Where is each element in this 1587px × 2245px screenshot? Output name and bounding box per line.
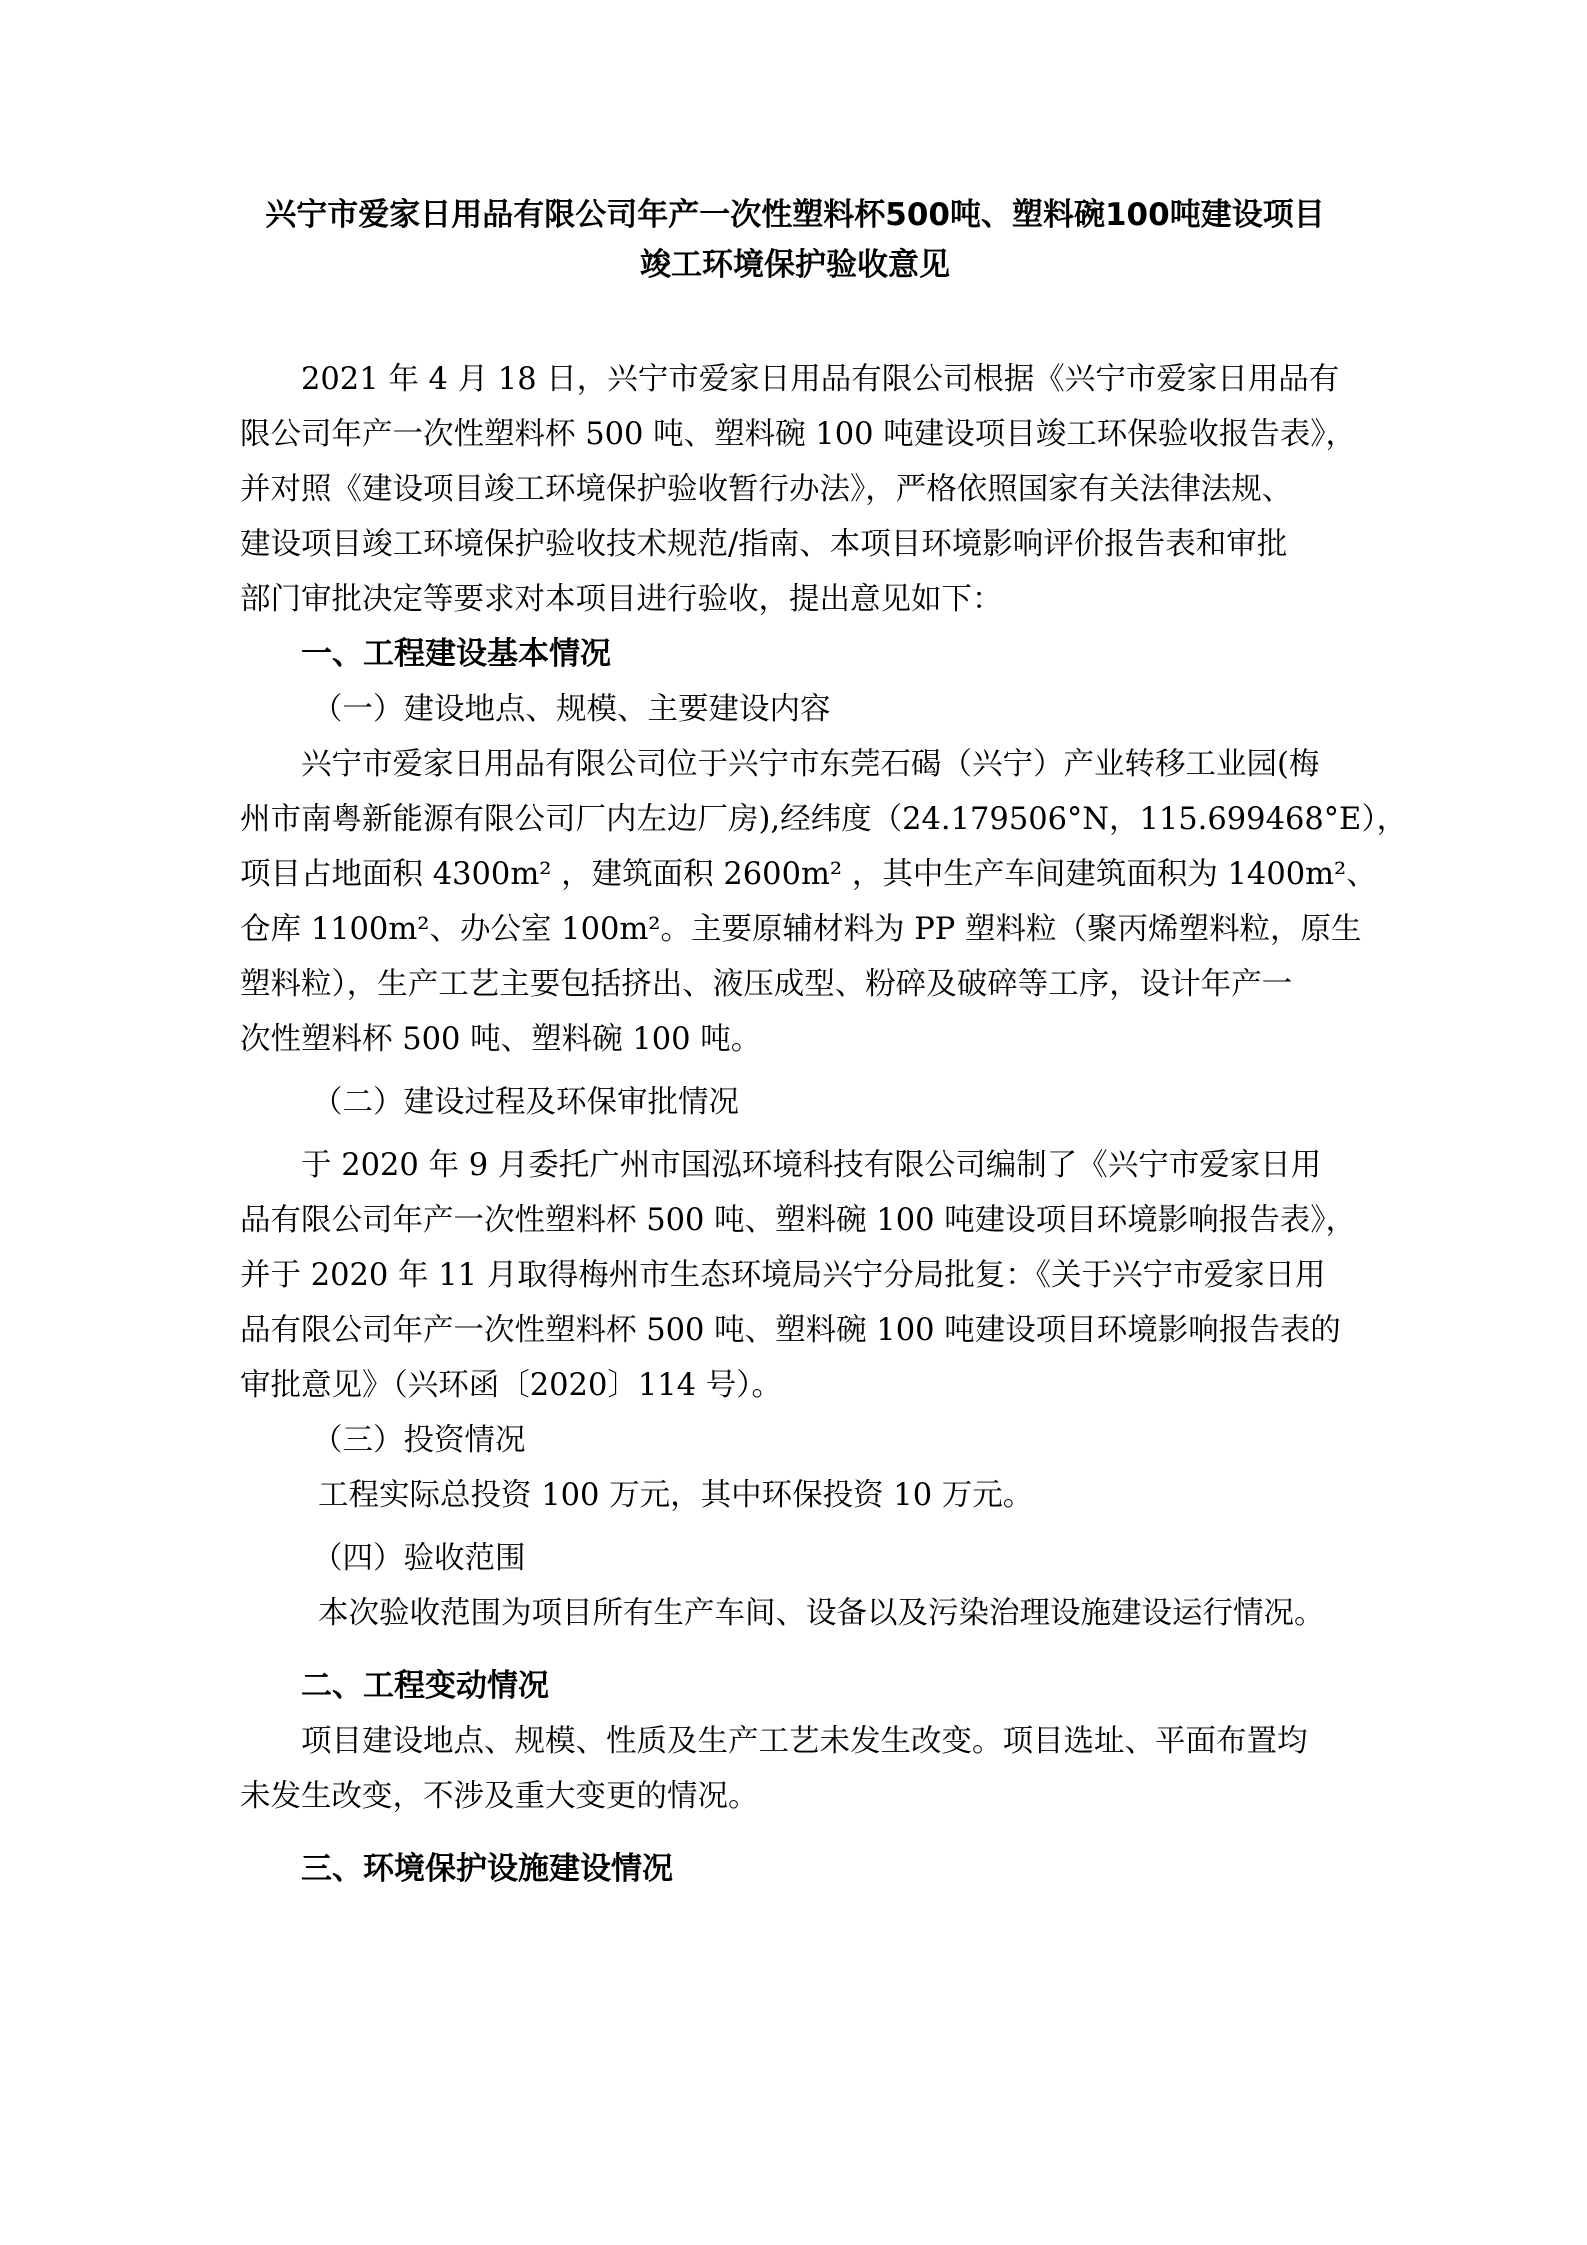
body-line: 未发生改变，不涉及重大变更的情况。 bbox=[240, 1779, 759, 1814]
subsection-heading-1: （一）建设地点、规模、主要建设内容 bbox=[312, 692, 831, 727]
subsection-heading-4: （四）验收范围 bbox=[312, 1541, 526, 1576]
body-line: 仓库 1100m²、办公室 100m²。主要原辅材料为 PP 塑料粒（聚丙烯塑料粒，原生 bbox=[240, 912, 1362, 947]
intro-line: 部门审批决定等要求对本项目进行验收，提出意见如下： bbox=[240, 582, 1003, 617]
body-line: 项目占地面积 4300m² ，建筑面积 2600m² ，其中生产车间建筑面积为 1400m²、 bbox=[240, 857, 1377, 892]
body-line: 兴宁市爱家日用品有限公司位于兴宁市东莞石碣（兴宁）产业转移工业园(梅 bbox=[301, 747, 1320, 782]
body-line: 本次验收范围为项目所有生产车间、设备以及污染治理设施建设运行情况。 bbox=[318, 1596, 1325, 1631]
body-line: 工程实际总投资 100 万元，其中环保投资 10 万元。 bbox=[318, 1478, 1034, 1513]
section-heading-1: 一、工程建设基本情况 bbox=[301, 636, 611, 672]
body-line: 塑料粒），生产工艺主要包括挤出、液压成型、粉碎及破碎等工序，设计年产一 bbox=[240, 967, 1293, 1002]
intro-line: 并对照《建设项目竣工环境保护验收暂行办法》，严格依照国家有关法律法规、 bbox=[240, 472, 1293, 507]
body-line: 品有限公司年产一次性塑料杯 500 吨、塑料碗 100 吨建设项目环境影响报告表》， bbox=[240, 1203, 1356, 1238]
subsection-body-4 bbox=[240, 1586, 1350, 1641]
body-line: 并于 2020 年 11 月取得梅州市生态环境局兴宁分局批复：《关于兴宁市爱家日用 bbox=[240, 1258, 1326, 1293]
title-line-1: 兴宁市爱家日用品有限公司年产一次性塑料杯500吨、塑料碗100吨建设项目 bbox=[265, 197, 1325, 233]
title-line-2: 竣工环境保护验收意见 bbox=[640, 247, 950, 283]
body-line: 于 2020 年 9 月委托广州市国泓环境科技有限公司编制了《兴宁市爱家日用 bbox=[301, 1148, 1322, 1183]
section-body-2 bbox=[240, 1714, 1350, 1824]
intro-line: 2021 年 4 月 18 日，兴宁市爱家日用品有限公司根据《兴宁市爱家日用品有 bbox=[301, 362, 1340, 397]
body-line: 州市南粤新能源有限公司厂内左边厂房),经纬度（24.179506°N，115.699468°E）， bbox=[240, 802, 1408, 837]
intro-paragraph bbox=[240, 352, 1356, 627]
document-page bbox=[240, 190, 1408, 1897]
intro-line: 建设项目竣工环境保护验收技术规范/指南、本项目环境影响评价报告表和审批 bbox=[240, 527, 1288, 562]
subsection-heading-2: （二）建设过程及环保审批情况 bbox=[312, 1085, 739, 1120]
body-line: 品有限公司年产一次性塑料杯 500 吨、塑料碗 100 吨建设项目环境影响报告表的 bbox=[240, 1313, 1341, 1348]
section-heading-2: 二、工程变动情况 bbox=[301, 1668, 549, 1704]
subsection-body-3 bbox=[240, 1468, 1350, 1523]
subsection-heading-3: （三）投资情况 bbox=[312, 1423, 526, 1458]
body-line: 项目建设地点、规模、性质及生产工艺未发生改变。项目选址、平面布置均 bbox=[301, 1724, 1308, 1759]
section-heading-3: 三、环境保护设施建设情况 bbox=[301, 1851, 673, 1887]
subsection-body-2 bbox=[240, 1138, 1356, 1413]
subsection-body-1 bbox=[240, 737, 1408, 1067]
intro-line: 限公司年产一次性塑料杯 500 吨、塑料碗 100 吨建设项目竣工环保验收报告表》， bbox=[240, 417, 1356, 452]
body-line: 审批意见》（兴环函〔2020〕114 号）。 bbox=[240, 1368, 783, 1403]
body-line: 次性塑料杯 500 吨、塑料碗 100 吨。 bbox=[240, 1022, 762, 1057]
document-title bbox=[240, 190, 1350, 290]
